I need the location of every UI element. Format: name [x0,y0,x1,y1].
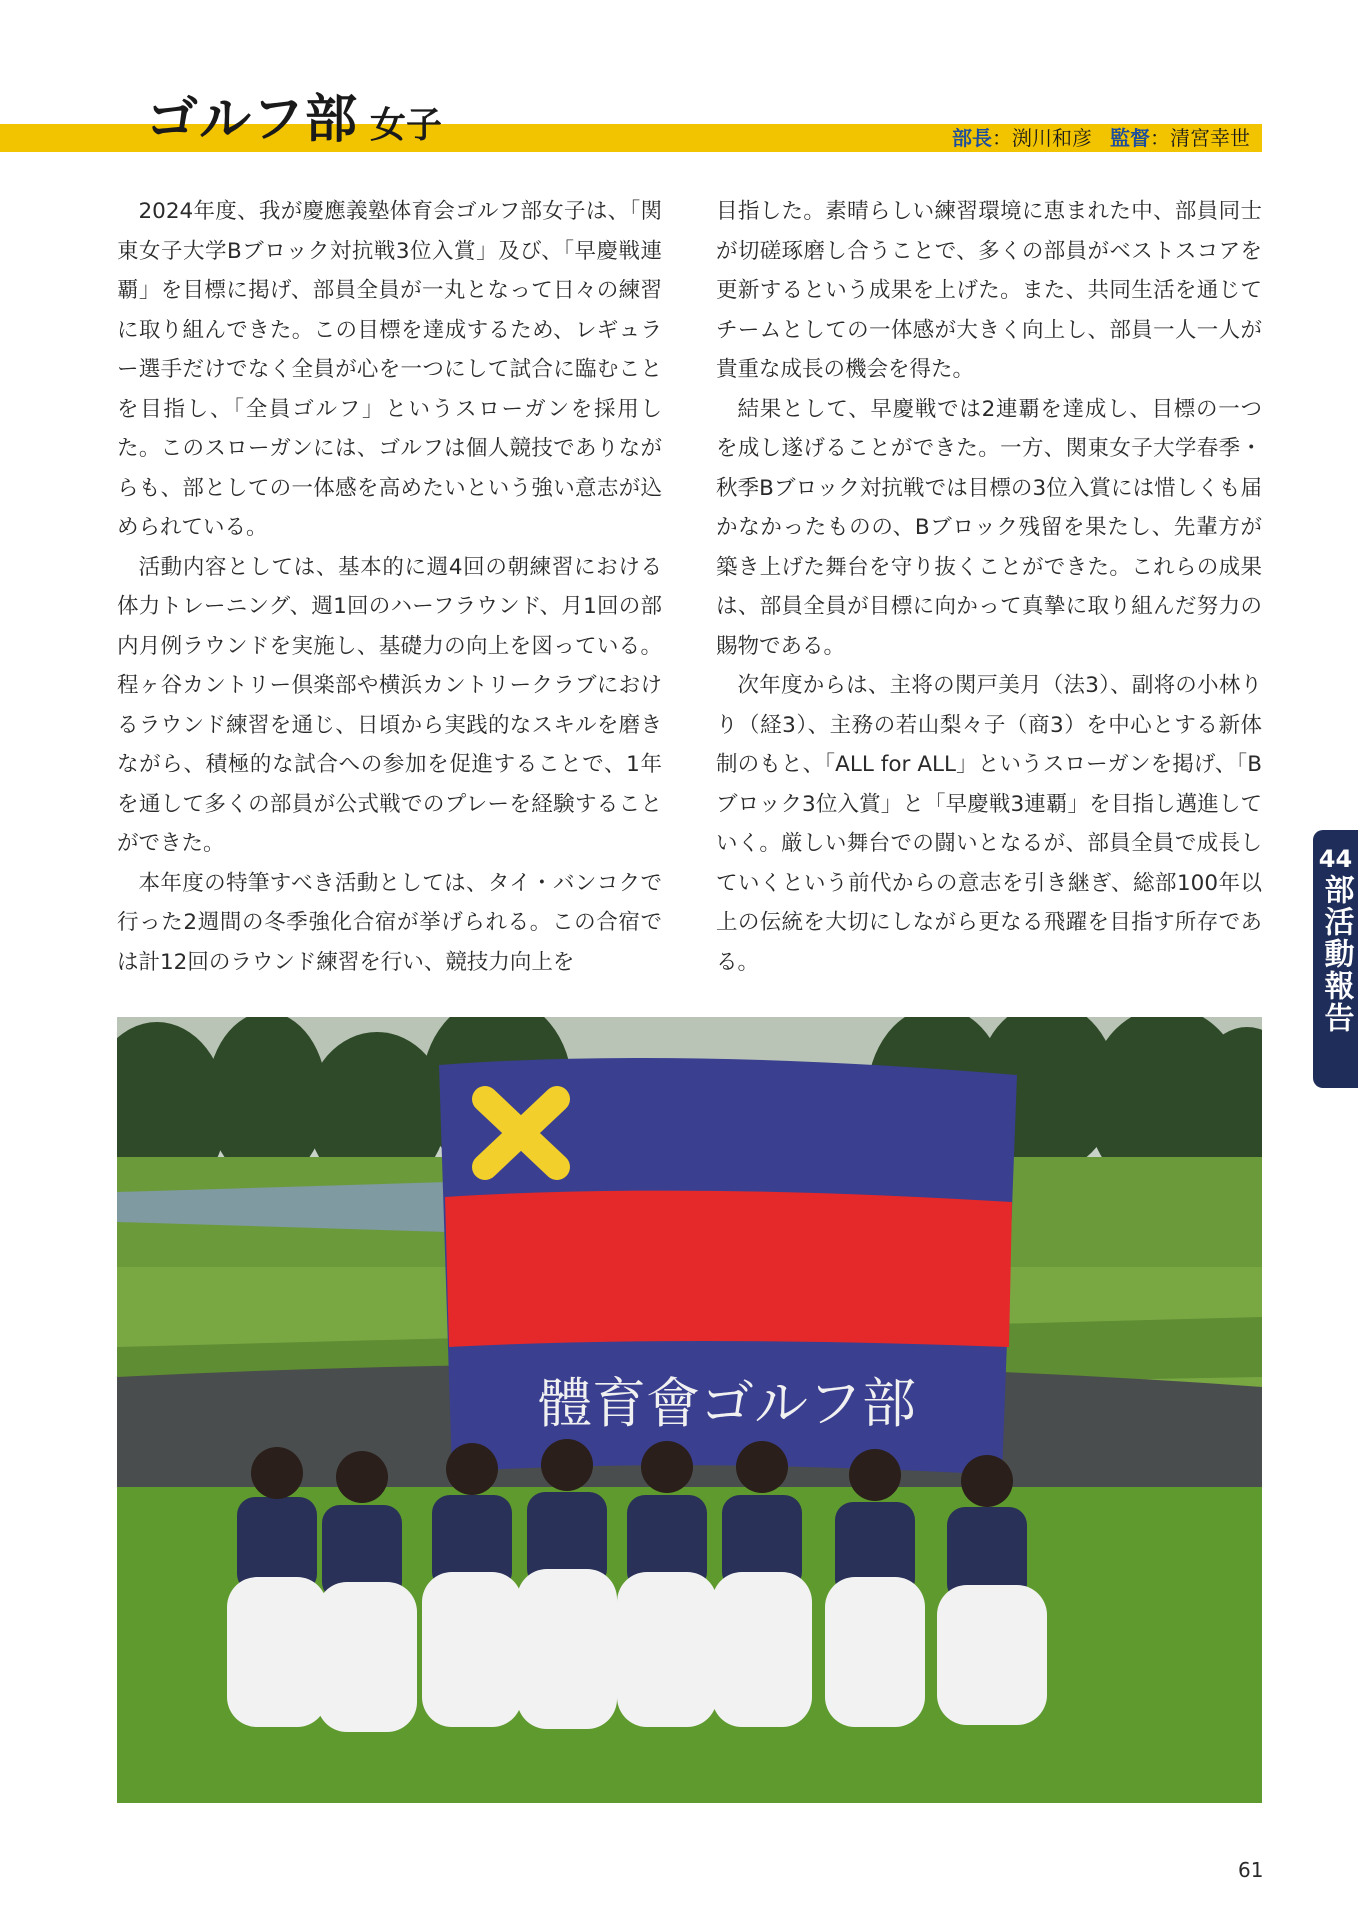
paragraph: 本年度の特筆すべき活動としては、タイ・バンコクで行った2週間の冬季強化合宿が挙げられる。この合宿では計12回のラウンド練習を行い、競技力向上を [117,870,662,975]
title-main: ゴルフ部 [146,90,359,150]
director-name: ：渕川和彦 [992,126,1092,150]
team-photo-illustration [117,1017,1262,1803]
team-photo [117,1017,1262,1803]
banner-text: 體育會ゴルフ部 [538,1372,916,1435]
paragraph: 次年度からは、主将の関戸美月（法3）、副将の小林りり（経3）、主務の若山梨々子（商3）を中心とする新体制のもと、「ALL for ALL」というスローガンを掲げ、「Bブロック3位入賞」と「早慶戦3連覇」を目指し邁進していく。厳しい舞台での闘いとなるが、部員全員で成長していくという前代からの意志を引き継ぎ、総部100年以上の伝統を大切にしながら更なる飛躍を目指す所存である。 [716,673,1262,975]
paragraph: 活動内容としては、基本的に週4回の朝練習における体力トレーニング、週1回のハーフラウンド、月1回の部内月例ラウンドを実施し、基礎力の向上を図っている。程ヶ谷カントリー倶楽部や横浜カントリークラブにおけるラウンド練習を通じ、日頃から実践的なスキルを磨きながら、積極的な試合への参加を促進することで、1年を通して多くの部員が公式戦でのプレーを経験することができた。 [117,554,662,856]
page-title [146,90,443,150]
flag-illustration [439,1058,1017,1475]
coach-role: 監督 [1110,126,1150,150]
paragraph: 結果として、早慶戦では2連覇を達成し、目標の一つを成し遂げることができた。一方、関東女子大学春季・秋季Bブロック対抗戦では目標の3位入賞には惜しくも届かなかったものの、Bブロック残留を果たし、先輩方が築き上げた舞台を守り抜くことができた。これらの成果は、部員全員が目標に向かって真摯に取り組んだ努力の賜物である。 [716,396,1262,659]
title-subtitle: 女子 [370,105,443,146]
director-role: 部長 [952,126,992,150]
article-column-left [117,192,662,982]
paragraph: 2024年度、我が慶應義塾体育会ゴルフ部女子は、「関東女子大学Bブロック対抗戦3位入賞」及び、「早慶戦連覇」を目標に掲げ、部員全員が一丸となって日々の練習に取り組んできた。この目標を達成するため、レギュラー選手だけでなく全員が心を一つにして試合に臨むことを目指し、「全員ゴルフ」というスローガンを採用した。このスローガンには、ゴルフは個人競技でありながらも、部としての一体感を高めたいという強い意志が込められている。 [117,199,662,540]
page-number: 61 [1238,1858,1264,1882]
section-label: 部活動報告 [1318,874,1354,1034]
club-leaders [952,126,1250,150]
paragraph: 目指した。素晴らしい練習環境に恵まれた中、部員同士が切磋琢磨し合うことで、多くの部員がベストスコアを更新するという成果を上げた。また、共同生活を通じてチームとしての一体感が大きく向上し、部員一人一人が貴重な成長の機会を得た。 [716,199,1262,382]
section-side-tab [1313,830,1358,1088]
article-column-right [716,192,1262,982]
coach-name: ：清宮幸世 [1150,126,1250,150]
section-number: 44 [1318,845,1353,873]
